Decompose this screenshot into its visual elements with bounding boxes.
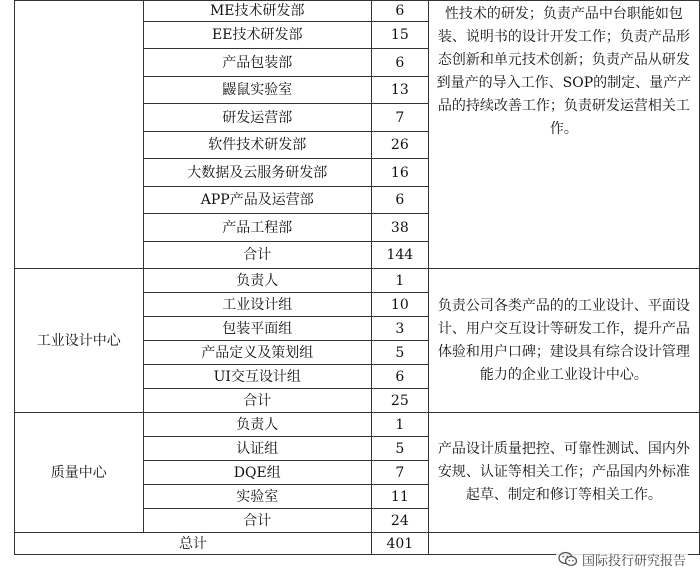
sub-dept-name: APP产品及运营部 — [143, 187, 371, 214]
sub-dept-name: 大数据及云服务研发部 — [143, 159, 371, 187]
watermark — [556, 549, 688, 570]
headcount: 15 — [371, 22, 428, 49]
quality-center-department: 质量中心 — [15, 413, 144, 533]
headcount: 6 — [371, 365, 428, 389]
sub-dept-name: 产品定义及策划组 — [143, 341, 371, 365]
sub-dept-name: UI交互设计组 — [143, 365, 371, 389]
subtotal-label: 合计 — [143, 389, 371, 413]
headcount: 11 — [371, 485, 428, 509]
sub-dept-name: 包装平面组 — [143, 317, 371, 341]
sub-dept-name: 鼹鼠实验室 — [143, 77, 371, 104]
sub-dept-name: 负责人 — [143, 413, 371, 437]
headcount: 5 — [371, 341, 428, 365]
headcount: 16 — [371, 159, 428, 187]
headcount: 6 — [371, 1, 428, 22]
headcount: 6 — [371, 187, 428, 214]
sub-dept-name: 实验室 — [143, 485, 371, 509]
headcount: 5 — [371, 437, 428, 461]
sub-dept-name: EE技术研发部 — [143, 22, 371, 49]
grand-total-count: 401 — [371, 533, 428, 555]
headcount: 26 — [371, 132, 428, 159]
sub-dept-name: ME技术研发部 — [143, 1, 371, 22]
wechat-icon — [558, 551, 578, 568]
sub-dept-name: 产品工程部 — [143, 214, 371, 242]
headcount: 1 — [371, 413, 428, 437]
industrial-design-description: 负责公司各类产品的的工业设计、平面设计、用户交互设计等研发工作，提升产品体验和用户口碑；建设具有综合设计管理能力的企业工业设计中心。 — [428, 269, 699, 413]
sub-dept-name: 研发运营部 — [143, 104, 371, 132]
headcount: 38 — [371, 214, 428, 242]
sub-dept-name: 工业设计组 — [143, 293, 371, 317]
subtotal-count: 144 — [371, 242, 428, 269]
watermark-text: 国际投行研究报告 — [581, 554, 686, 569]
sub-dept-name: DQE组 — [143, 461, 371, 485]
sub-dept-name: 软件技术研发部 — [143, 132, 371, 159]
sub-dept-name: 认证组 — [143, 437, 371, 461]
rd-department-cell — [15, 1, 144, 269]
industrial-design-department: 工业设计中心 — [15, 269, 144, 413]
headcount: 1 — [371, 269, 428, 293]
headcount: 6 — [371, 49, 428, 77]
headcount: 7 — [371, 104, 428, 132]
staff-table — [14, 0, 700, 555]
subtotal-label: 合计 — [143, 509, 371, 533]
headcount: 10 — [371, 293, 428, 317]
subtotal-count: 24 — [371, 509, 428, 533]
headcount: 13 — [371, 77, 428, 104]
headcount: 3 — [371, 317, 428, 341]
headcount: 7 — [371, 461, 428, 485]
subtotal-label: 合计 — [143, 242, 371, 269]
sub-dept-name: 负责人 — [143, 269, 371, 293]
quality-center-description: 产品设计质量把控、可靠性测试、国内外安规、认证等相关工作；产品国内外标准起草、制定和修订等相关工作。 — [428, 413, 699, 533]
rd-description: 性技术的研发；负责产品中台职能如包装、说明书的设计开发工作；负责产品形态创新和单元技术创新；负责产品从研发到量产的导入工作、SOP的制定、量产产品的持续改善工作；负责研发运营相关工作。 — [428, 1, 699, 269]
subtotal-count: 25 — [371, 389, 428, 413]
sub-dept-name: 产品包装部 — [143, 49, 371, 77]
grand-total-label: 总计 — [15, 533, 372, 555]
